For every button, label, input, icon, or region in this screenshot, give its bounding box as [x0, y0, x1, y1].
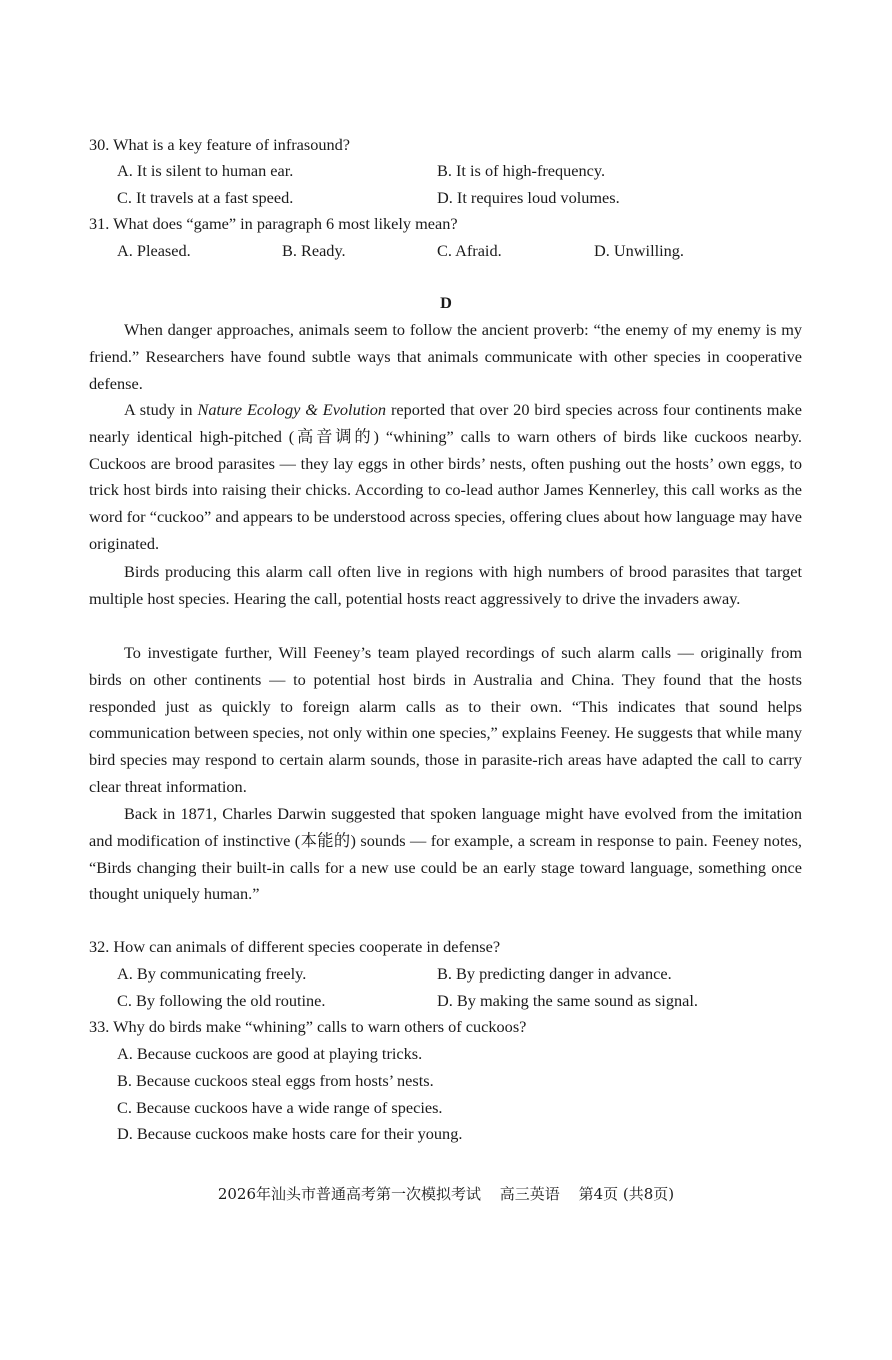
option-d: D. It requires loud volumes. [437, 188, 620, 207]
paragraph-5: Back in 1871, Charles Darwin suggested that spoken language might have evolved from the imitation and modification of instinctive (本能的) sounds — for example, a scream in response to pain. Feeney notes, “Birds changing their built-in calls for a new use could be an early stage toward language, something once thought uniquely human.” [89, 804, 802, 904]
option-a: A. Because cuckoos are good at playing tricks. [117, 1044, 423, 1063]
paragraph-text: A study in [124, 400, 198, 419]
paragraph-3: Birds producing this alarm call often live in regions with high numbers of brood parasites that target multiple host species. Hearing the call, potential hosts react aggressively to drive the invaders away. [89, 562, 802, 608]
question-stem: 30. What is a key feature of infrasound? [89, 135, 351, 154]
paragraph-2 [89, 397, 802, 558]
option-c: C. Afraid. [437, 241, 502, 260]
paragraph-1: When danger approaches, animals seem to follow the ancient proverb: “the enemy of my enemy is my friend.” Researchers have found subtle ways that animals communicate with other species in cooperative defense. [89, 320, 802, 393]
option-a: A. Pleased. [117, 241, 191, 260]
section-heading: D [440, 293, 452, 312]
page-footer [0, 1183, 892, 1204]
option-b: B. It is of high-frequency. [437, 161, 606, 180]
journal-title: Nature Ecology & Evolution [197, 400, 387, 419]
option-d: D. Because cuckoos make hosts care for their young. [117, 1124, 463, 1143]
question-stem: 31. What does “game” in paragraph 6 most likely mean? [89, 214, 458, 233]
option-c: C. By following the old routine. [117, 991, 326, 1010]
option-b: B. By predicting danger in advance. [437, 964, 672, 983]
subject: 高三英语 [499, 1185, 560, 1203]
option-b: B. Because cuckoos steal eggs from hosts’ nests. [117, 1071, 434, 1090]
page-number: 第4页 (共8页) [578, 1185, 675, 1203]
paragraph-4: To investigate further, Will Feeney’s team played recordings of such alarm calls — originally from birds on other continents — to potential host birds in Australia and China. They found that the hosts responded just as quickly to foreign alarm calls as to their own. “This indicates that sound helps communication between species, not only within one species,” explains Feeney. He suggests that while many bird species may respond to certain alarm sounds, those in parasite-rich areas have adapted the call to carry clear threat information. [89, 643, 802, 796]
option-a: A. It is silent to human ear. [117, 161, 294, 180]
option-a: A. By communicating freely. [117, 964, 307, 983]
paragraph-text: reported that over 20 bird species across four continents make nearly identical high-pitched (高音调的) “whining” calls to warn others of birds like cuckoos nearby. Cuckoos are brood parasites — they lay eggs in other birds’ nests, often pushing out the hosts’ own eggs, to trick host birds into raising their chicks. According to co-lead author James Kennerley, this call works as the word for “cuckoo” and appears to be understood across species, offering clues about how language may have originated. [89, 400, 802, 553]
option-c: C. Because cuckoos have a wide range of species. [117, 1098, 443, 1117]
option-d: D. By making the same sound as signal. [437, 991, 698, 1010]
option-c: C. It travels at a fast speed. [117, 188, 294, 207]
option-d: D. Unwilling. [594, 241, 685, 260]
question-stem: 32. How can animals of different species cooperate in defense? [89, 937, 501, 956]
exam-title: 2026年汕头市普通高考第一次模拟考试 [217, 1185, 482, 1203]
question-stem: 33. Why do birds make “whining” calls to warn others of cuckoos? [89, 1017, 527, 1036]
option-b: B. Ready. [282, 241, 346, 260]
